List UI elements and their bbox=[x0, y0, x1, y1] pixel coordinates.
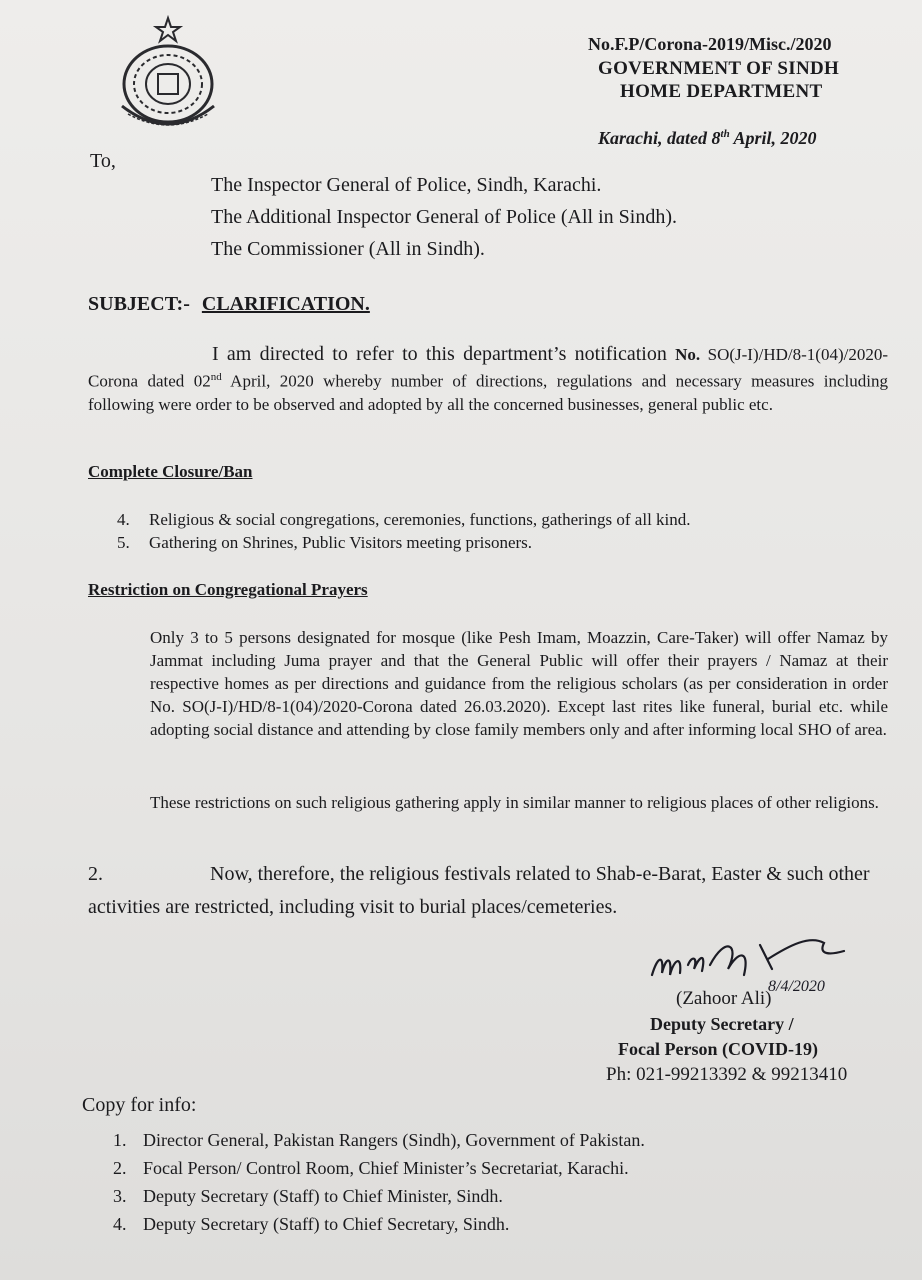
paragraph-2: 2. Now, therefore, the religious festivals related to Shab-e-Barat, Easter & such other activities are restricted, including visit to burial places/cemeteries. bbox=[88, 863, 870, 918]
copy-list-item: 4. Deputy Secretary (Staff) to Chief Secretary, Sindh. bbox=[113, 1214, 510, 1234]
prayers-heading: Restriction on Congregational Prayers bbox=[88, 580, 368, 599]
list-item: 4. Religious & social congregations, ceremonies, functions, gatherings of all kind. bbox=[117, 510, 691, 529]
recipient-line: The Commissioner (All in Sindh). bbox=[211, 238, 485, 260]
to-label: To, bbox=[90, 150, 116, 172]
subject-line: SUBJECT:- CLARIFICATION. bbox=[88, 293, 370, 315]
signatory-designation: Deputy Secretary / bbox=[650, 1014, 794, 1034]
signatory-name: (Zahoor Ali) bbox=[676, 988, 772, 1009]
signatory-role: Focal Person (COVID-19) bbox=[618, 1039, 818, 1059]
department-name: HOME DEPARTMENT bbox=[620, 81, 823, 102]
recipient-line: The Additional Inspector General of Police (All in Sindh). bbox=[211, 206, 678, 228]
copy-for-info-label: Copy for info: bbox=[82, 1094, 197, 1116]
copy-list-item: 1. Director General, Pakistan Rangers (Sindh), Government of Pakistan. bbox=[113, 1130, 645, 1150]
svg-text:8/4/2020: 8/4/2020 bbox=[768, 978, 825, 995]
list-item: 5. Gathering on Shrines, Public Visitors meeting prisoners. bbox=[117, 533, 533, 552]
prayers-paragraph: Only 3 to 5 persons designated for mosque (like Pesh Imam, Moazzin, Care-Taker) will offer Namaz by Jammat including Juma prayer and that the General Public will offer their prayers / Namaz at their respective homes as per directions and guidance from the religious scholars (as per consideration in order No. SO(J-I)/HD/8-1(04)/2020-Corona dated 26.03.2020). Except last rites like funeral, burial etc. while adopting social distance and attending by close family members only and after informing local SHO of area. bbox=[150, 628, 888, 739]
signatory-phone: Ph: 021-99213392 & 99213410 bbox=[606, 1064, 848, 1085]
letter-date: Karachi, dated 8th April, 2020 bbox=[598, 128, 817, 148]
copy-list-item: 2. Focal Person/ Control Room, Chief Minister’s Secretariat, Karachi. bbox=[113, 1158, 629, 1178]
other-religions-paragraph: These restrictions on such religious gathering apply in similar manner to religious places of other religions. bbox=[150, 793, 879, 812]
closure-heading: Complete Closure/Ban bbox=[88, 462, 253, 481]
government-name: GOVERNMENT OF SINDH bbox=[598, 58, 840, 79]
copy-list-item: 3. Deputy Secretary (Staff) to Chief Minister, Sindh. bbox=[113, 1186, 503, 1206]
sindh-government-seal bbox=[98, 14, 238, 134]
intro-paragraph: I am directed to refer to this department’s notification No. SO(J-I)/HD/8-1(04)/2020-Corona dated 02nd April, 2020 whereby number of directions, regulations and necessary measures including following were order to be observed and adopted by all the concerned businesses, general public etc. bbox=[88, 343, 889, 414]
file-reference-number: No.F.P/Corona-2019/Misc./2020 bbox=[588, 34, 832, 54]
recipient-line: The Inspector General of Police, Sindh, Karachi. bbox=[211, 174, 602, 196]
